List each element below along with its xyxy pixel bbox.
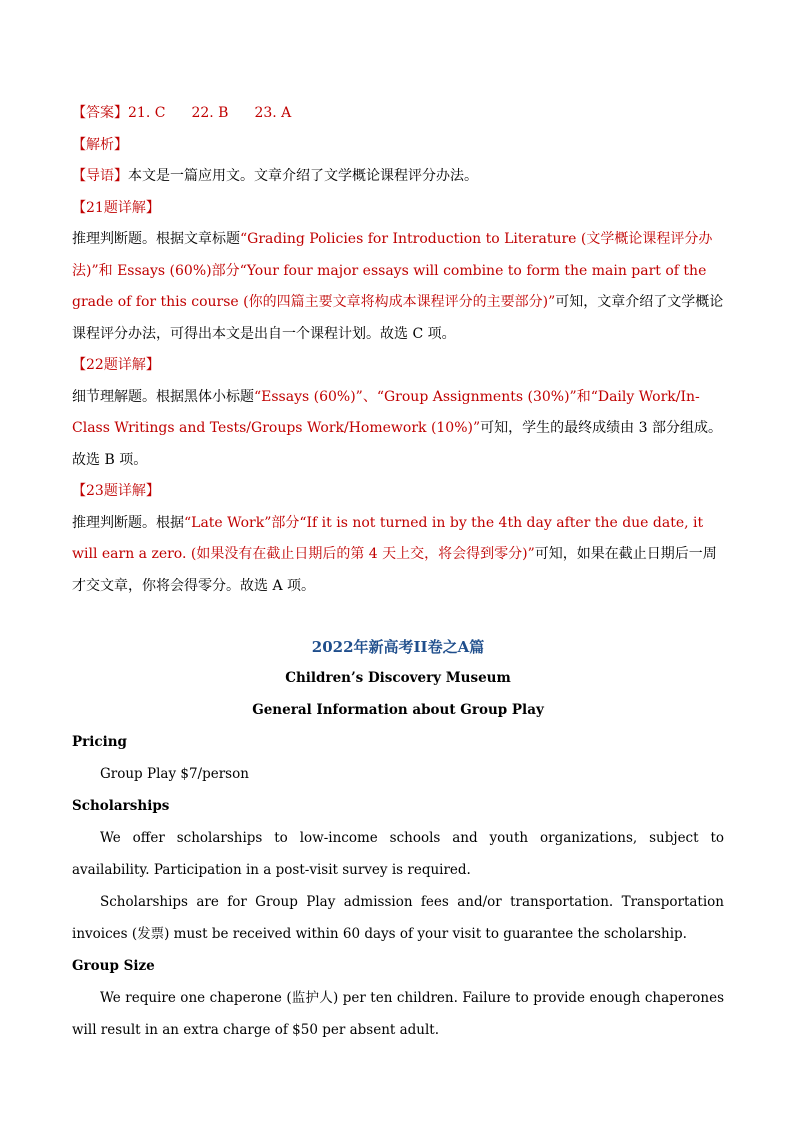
answer-row [72, 98, 724, 130]
analysis-label: 【解析】 [72, 136, 128, 153]
q21-lead: 推理判断题。根据文章标题 [72, 231, 240, 247]
group-size-heading: Group Size [72, 958, 155, 974]
q22-label: 【22题详解】 [72, 357, 160, 373]
pricing-heading: Pricing [72, 734, 127, 750]
q21-explanation [72, 224, 724, 350]
scholarships-paragraph: Scholarships are for Group Play admission fees and/or transportation. Transportation invoices (发票) must be received within 60 days of your visit to guarantee the scholarship. [72, 894, 724, 942]
q23-explanation [72, 508, 724, 603]
q23-label: 【23题详解】 [72, 483, 160, 499]
q22-explanation [72, 382, 724, 477]
document-page [72, 98, 724, 1046]
q22-lead: 细节理解题。根据黑体小标题 [72, 388, 254, 405]
group-size-paragraph: We require one chaperone (监护人) per ten children. Failure to provide enough chaperones will result in an extra charge of $50 per absent adult. [72, 990, 724, 1038]
guide-label: 【导语】 [72, 168, 128, 184]
q22-quote: “Essays (60%)”、“Group Assignments (30%)”和“Daily Work/In-Class Writings and Tests/Groups Work/Homework (10%)” [72, 388, 700, 436]
scholarships-paragraph: We offer scholarships to low-income schools and youth organizations, subject to availability. Participation in a post-visit survey is required. [72, 830, 724, 878]
guide-text: 本文是一篇应用文。文章介绍了文学概论课程评分办法。 [128, 168, 478, 184]
answer-item: 21. C [128, 105, 166, 121]
q23-lead: 推理判断题。根据 [72, 514, 184, 531]
passage-title: Children’s Discovery Museum [285, 670, 511, 686]
q21-tail: 可知，文章介绍了文学概论课程评分办法，可得出本文是出自一个课程计划。故选 C 项。 [72, 294, 724, 342]
pricing-text: Group Play $7/person [100, 766, 249, 782]
answer-label: 【答案】 [72, 105, 128, 121]
section-title: 2022年新高考II卷之A篇 [311, 638, 485, 656]
answer-item: 22. B [191, 105, 229, 121]
q21-quote: “Grading Policies for Introduction to Literature (文学概论课程评分办法)”和 Essays (60%)部分“Your four major essays will combine to form the main part of the grade of for this course (你的四篇主要文章将构成本课程评分的主要部分)” [72, 231, 713, 310]
q21-label: 【21题详解】 [72, 199, 160, 216]
scholarships-heading: Scholarships [72, 798, 170, 814]
passage-subtitle: General Information about Group Play [252, 702, 544, 718]
q23-quote: “Late Work”部分“If it is not turned in by the 4th day after the due date, it will earn a zero. (如果没有在截止日期后的第 4 天上交，将会得到零分)” [72, 514, 704, 562]
answer-item: 23. A [254, 105, 292, 121]
q22-tail: 可知，学生的最终成绩由 3 部分组成。故选 B 项。 [72, 420, 722, 468]
guide-row [72, 161, 724, 193]
q23-tail: 可知，如果在截止日期后一周才交文章，你将会得零分。故选 A 项。 [72, 546, 717, 594]
